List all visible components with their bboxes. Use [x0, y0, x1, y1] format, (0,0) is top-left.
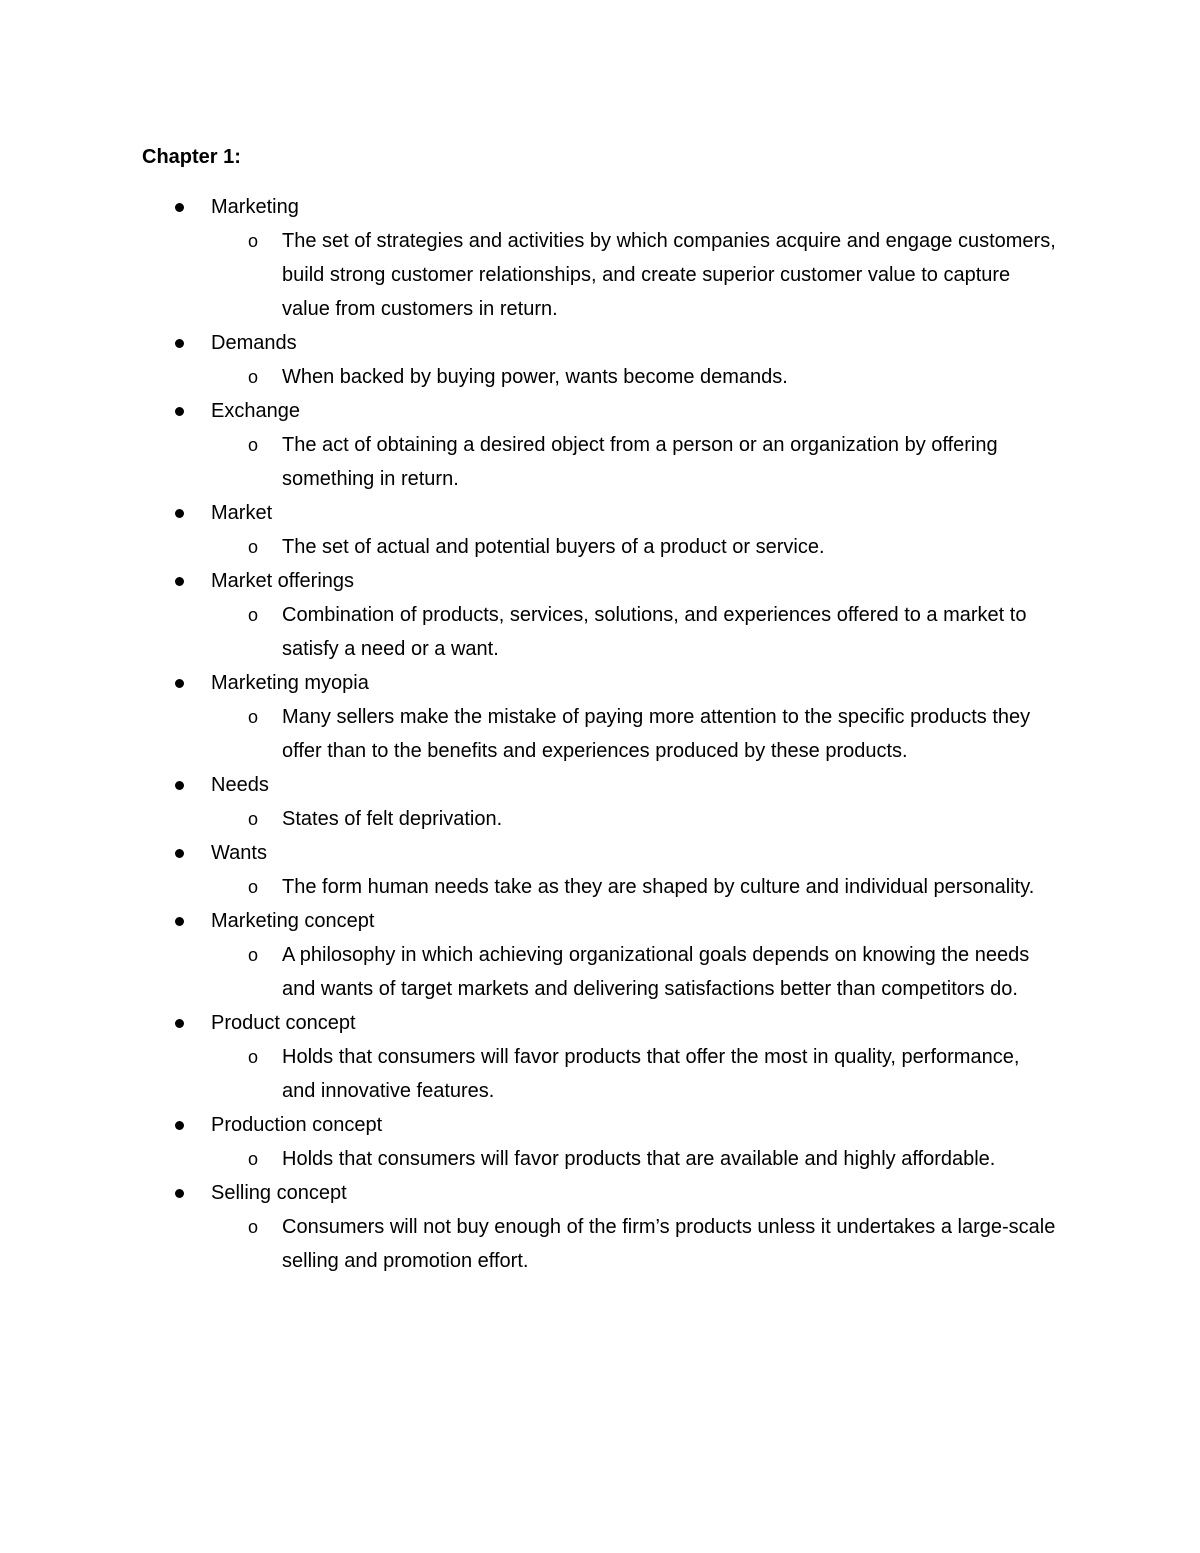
term-item	[0, 190, 1200, 326]
term-label: Production concept	[211, 1114, 383, 1136]
term-item	[0, 394, 1200, 496]
sub-bullet-icon: o	[248, 877, 259, 897]
term-item	[0, 666, 1200, 768]
term-label: Needs	[211, 774, 269, 796]
chapter-title: Chapter 1:	[142, 146, 241, 168]
term-item	[0, 836, 1200, 904]
sub-bullet-icon: o	[248, 945, 259, 965]
term-list	[0, 190, 1200, 1278]
bullet-icon	[175, 339, 184, 348]
term-label: Marketing concept	[211, 910, 375, 932]
sub-bullet-icon: o	[248, 435, 259, 455]
term-definition: The form human needs take as they are shaped by culture and individual personality.	[282, 876, 1035, 898]
bullet-icon	[175, 1019, 184, 1028]
bullet-icon	[175, 577, 184, 586]
term-definition: Combination of products, services, solutions, and experiences offered to a market to satisfy a need or a want.	[282, 604, 1027, 660]
bullet-icon	[175, 781, 184, 790]
term-definition: Consumers will not buy enough of the firm’s products unless it undertakes a large-scale selling and promotion effort.	[282, 1216, 1056, 1272]
bullet-icon	[175, 917, 184, 926]
sub-bullet-icon: o	[248, 231, 259, 251]
bullet-icon	[175, 509, 184, 518]
term-item	[0, 904, 1200, 1006]
bullet-icon	[175, 849, 184, 858]
sub-bullet-icon: o	[248, 707, 259, 727]
term-definition: States of felt deprivation.	[282, 808, 503, 830]
sub-bullet-icon: o	[248, 1149, 259, 1169]
bullet-icon	[175, 407, 184, 416]
term-item	[0, 1176, 1200, 1278]
sub-bullet-icon: o	[248, 367, 259, 387]
term-label: Market offerings	[211, 570, 355, 592]
bullet-icon	[175, 203, 184, 212]
bullet-icon	[175, 1121, 184, 1130]
term-item	[0, 326, 1200, 394]
term-definition: When backed by buying power, wants become demands.	[282, 366, 788, 388]
bullet-icon	[175, 1189, 184, 1198]
term-label: Market	[211, 502, 273, 524]
term-item	[0, 1108, 1200, 1176]
sub-bullet-icon: o	[248, 809, 259, 829]
sub-bullet-icon: o	[248, 1217, 259, 1237]
term-definition: Holds that consumers will favor products that are available and highly affordable.	[282, 1148, 996, 1170]
sub-bullet-icon: o	[248, 1047, 259, 1067]
term-item	[0, 768, 1200, 836]
term-definition: The act of obtaining a desired object from a person or an organization by offering something in return.	[282, 434, 998, 490]
term-definition: Many sellers make the mistake of paying more attention to the specific products they offer than to the benefits and experiences produced by these products.	[282, 706, 1031, 762]
bullet-icon	[175, 679, 184, 688]
term-label: Product concept	[211, 1012, 356, 1034]
term-label: Demands	[211, 332, 297, 354]
term-definition: A philosophy in which achieving organizational goals depends on knowing the needs and wants of target markets and delivering satisfactions better than competitors do.	[282, 944, 1030, 1000]
sub-bullet-icon: o	[248, 605, 259, 625]
term-label: Marketing myopia	[211, 672, 369, 694]
term-definition: Holds that consumers will favor products that offer the most in quality, performance, and innovative features.	[282, 1046, 1020, 1102]
term-label: Wants	[211, 842, 267, 864]
term-label: Marketing	[211, 196, 299, 218]
term-label: Selling concept	[211, 1182, 347, 1204]
term-definition: The set of actual and potential buyers of a product or service.	[282, 536, 825, 558]
term-label: Exchange	[211, 400, 300, 422]
term-definition: The set of strategies and activities by which companies acquire and engage customers, build strong customer relationships, and create superior customer value to capture value from customers in return.	[282, 230, 1056, 320]
term-item	[0, 564, 1200, 666]
term-item	[0, 1006, 1200, 1108]
sub-bullet-icon: o	[248, 537, 259, 557]
term-item	[0, 496, 1200, 564]
